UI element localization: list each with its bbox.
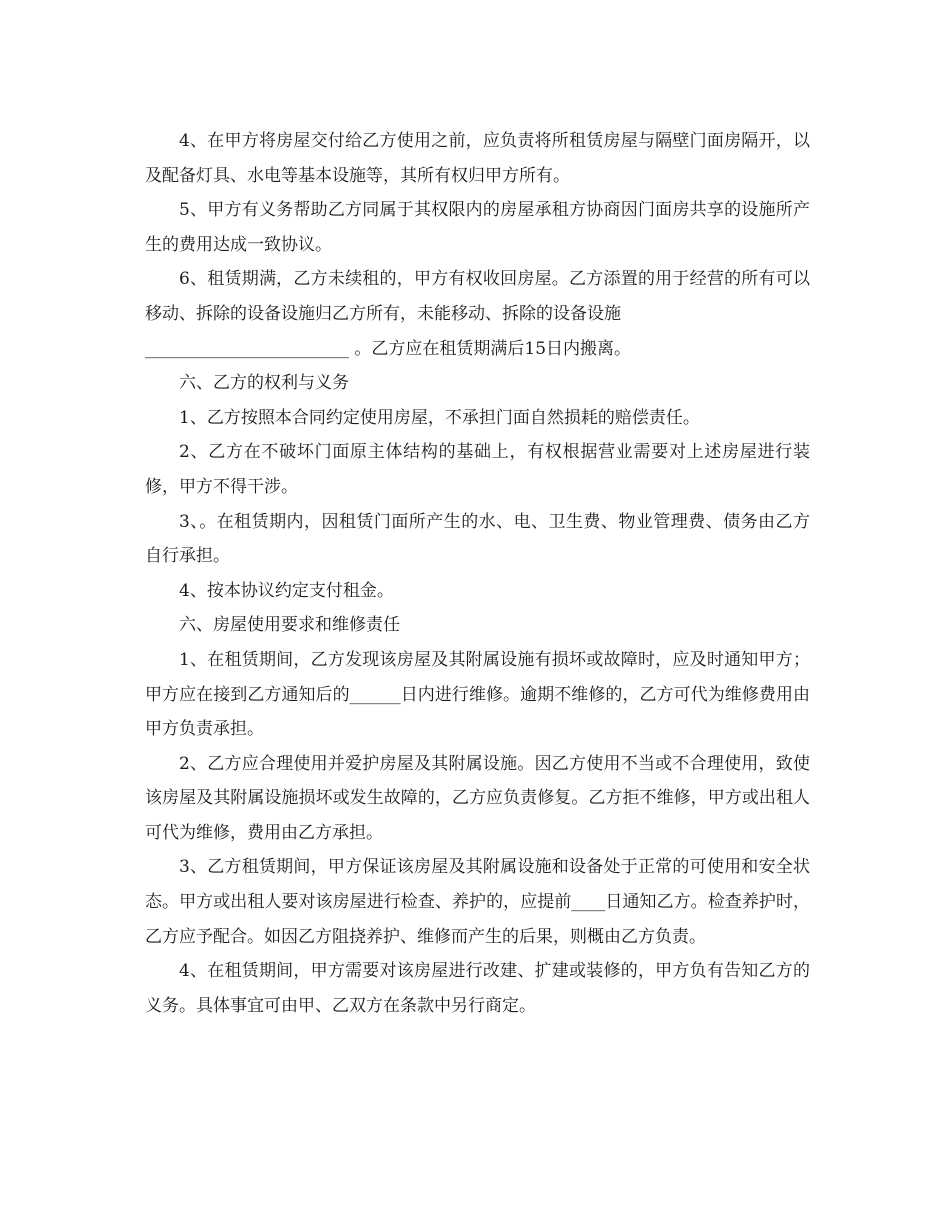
paragraph-clause-6-continuation: ________________________ 。乙方应在租赁期满后15日内搬离。	[145, 338, 632, 359]
paragraph-clause-4-handover: 4、在甲方将房屋交付给乙方使用之前，应负责将所租赁房屋与隔壁门面房隔开，以及配备灯具、水电等基本设施等，其所有权归甲方所有。	[145, 131, 810, 186]
paragraph-clause-5-shared-fees: 5、甲方有义务帮助乙方同属于其权限内的房屋承租方协商因门面房共享的设施所产生的费用达成一致协议。	[145, 200, 810, 255]
document-page	[145, 124, 810, 1023]
paragraph-tenant-3: 3、。在租赁期内，因租赁门面所产生的水、电、卫生费、物业管理费、债务由乙方自行承担。	[145, 511, 810, 567]
paragraph-maintenance-4: 4、在租赁期间，甲方需要对该房屋进行改建、扩建或装修的，甲方负有告知乙方的义务。具体事宜可由甲、乙双方在条款中另行商定。	[145, 961, 810, 1016]
paragraph-tenant-4: 4、按本协议约定支付租金。	[179, 580, 394, 601]
paragraph-maintenance-1: 1、在租赁期间，乙方发现该房屋及其附属设施有损坏或故障时，应及时通知甲方；甲方应在接到乙方通知后的______日内进行维修。逾期不维修的，乙方可代为维修费用由甲方负责承担。	[145, 649, 810, 740]
section-heading-tenant-rights: 六、乙方的权利与义务	[179, 373, 349, 394]
paragraph-maintenance-2: 2、乙方应合理使用并爱护房屋及其附属设施。因乙方使用不当或不合理使用，致使该房屋及其附属设施损坏或发生故障的，乙方应负责修复。乙方拒不维修，甲方或出租人可代为维修，费用由乙方承担。	[145, 753, 810, 843]
paragraph-tenant-1: 1、乙方按照本合同约定使用房屋，不承担门面自然损耗的赔偿责任。	[179, 407, 700, 428]
paragraph-maintenance-3: 3、乙方租赁期间，甲方保证该房屋及其附属设施和设备处于正常的可使用和安全状态。甲方或出租人要对该房屋进行检查、养护的，应提前____日通知乙方。检查养护时，乙方应予配合。如因乙方阻挠养护、维修而产生的后果，则概由乙方负责。	[145, 857, 810, 947]
section-heading-maintenance: 六、房屋使用要求和维修责任	[179, 615, 400, 636]
paragraph-clause-6-lease-expiry: 6、租赁期满，乙方未续租的，甲方有权收回房屋。乙方添置的用于经营的所有可以移动、拆除的设备设施归乙方所有，未能移动、拆除的设备设施	[145, 269, 810, 324]
paragraph-tenant-2: 2、乙方在不破坏门面原主体结构的基础上，有权根据营业需要对上述房屋进行装修，甲方不得干涉。	[145, 442, 810, 497]
